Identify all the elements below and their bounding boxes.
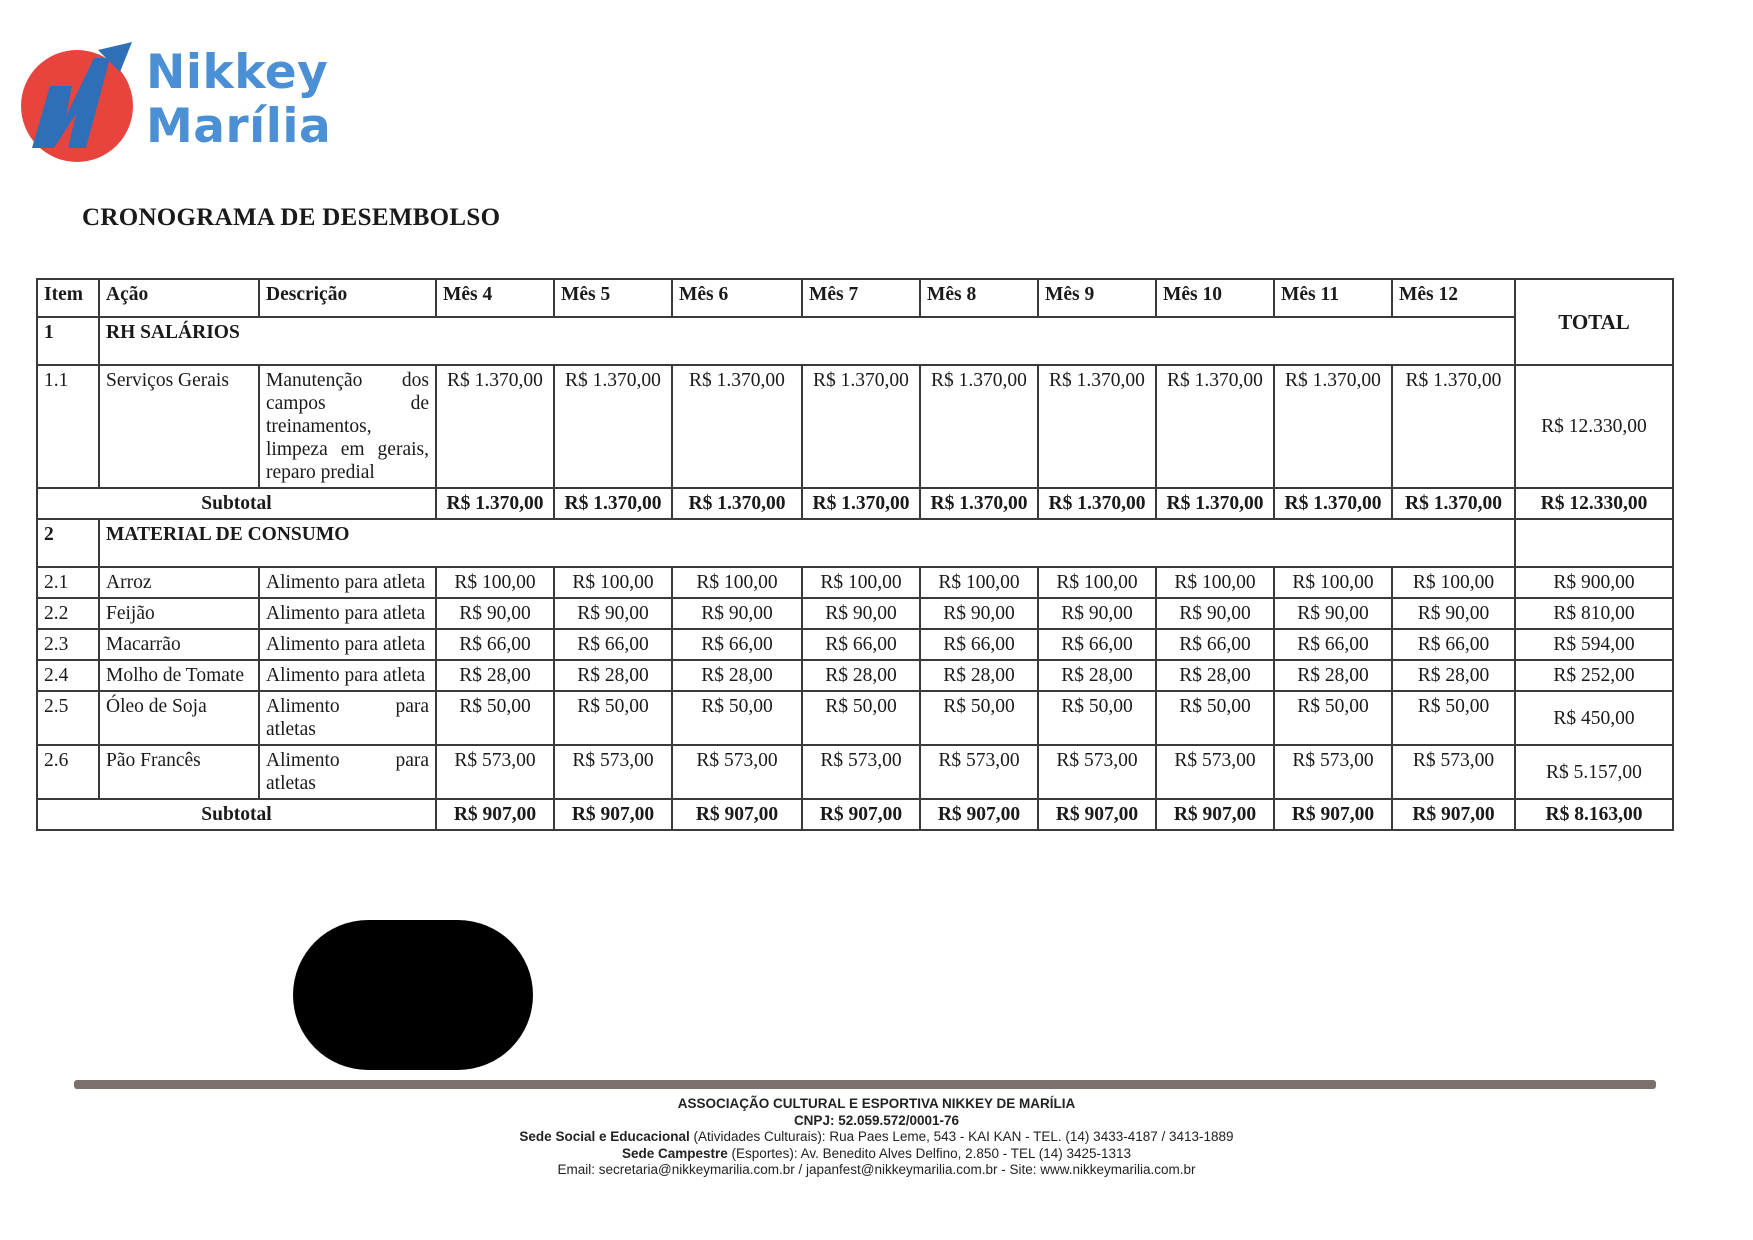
header-mes-8: Mês 8 (920, 279, 1038, 317)
row-item: 2.2 (37, 598, 99, 629)
disbursement-schedule-table (36, 278, 1674, 831)
section-total-blank (1515, 519, 1673, 567)
row-month-value: R$ 90,00 (1274, 598, 1392, 629)
row-month-value: R$ 90,00 (1392, 598, 1515, 629)
subtotal-month-value: R$ 907,00 (436, 799, 554, 830)
row-month-value: R$ 50,00 (1156, 691, 1274, 745)
subtotal-row (37, 799, 1673, 830)
row-month-value: R$ 28,00 (802, 660, 920, 691)
table-row (37, 598, 1673, 629)
row-month-value: R$ 100,00 (1392, 567, 1515, 598)
row-item: 1.1 (37, 365, 99, 488)
row-month-value: R$ 66,00 (1156, 629, 1274, 660)
row-month-value: R$ 90,00 (802, 598, 920, 629)
header-mes-12: Mês 12 (1392, 279, 1515, 317)
table-row (37, 660, 1673, 691)
section-title: MATERIAL DE CONSUMO (99, 519, 1515, 567)
subtotal-month-value: R$ 907,00 (1038, 799, 1156, 830)
row-month-value: R$ 50,00 (554, 691, 672, 745)
subtotal-month-value: R$ 1.370,00 (1156, 488, 1274, 519)
row-month-value: R$ 90,00 (920, 598, 1038, 629)
section-item: 1 (37, 317, 99, 365)
subtotal-month-value: R$ 1.370,00 (1274, 488, 1392, 519)
subtotal-month-value: R$ 907,00 (672, 799, 802, 830)
row-month-value: R$ 1.370,00 (1156, 365, 1274, 488)
table-row (37, 567, 1673, 598)
row-month-value: R$ 50,00 (802, 691, 920, 745)
row-descricao: Alimento para atleta (259, 629, 436, 660)
row-month-value: R$ 28,00 (1392, 660, 1515, 691)
header-mes-6: Mês 6 (672, 279, 802, 317)
subtotal-month-value: R$ 907,00 (920, 799, 1038, 830)
row-total: R$ 252,00 (1515, 660, 1673, 691)
subtotal-month-value: R$ 907,00 (802, 799, 920, 830)
header-acao: Ação (99, 279, 259, 317)
row-month-value: R$ 1.370,00 (1392, 365, 1515, 488)
row-descricao: Manutenção dos campos de treinamentos, limpeza em gerais, reparo predial (259, 365, 436, 488)
section-item: 2 (37, 519, 99, 567)
document-title: CRONOGRAMA DE DESEMBOLSO (82, 204, 501, 231)
row-descricao: Alimento para atleta (259, 598, 436, 629)
row-item: 2.3 (37, 629, 99, 660)
row-month-value: R$ 66,00 (802, 629, 920, 660)
footer-divider (74, 1080, 1656, 1089)
row-month-value: R$ 66,00 (1274, 629, 1392, 660)
row-acao: Arroz (99, 567, 259, 598)
subtotal-total: R$ 8.163,00 (1515, 799, 1673, 830)
subtotal-month-value: R$ 907,00 (1274, 799, 1392, 830)
table-header-row (37, 279, 1673, 317)
row-month-value: R$ 50,00 (920, 691, 1038, 745)
row-item: 2.4 (37, 660, 99, 691)
row-month-value: R$ 90,00 (1038, 598, 1156, 629)
row-month-value: R$ 1.370,00 (920, 365, 1038, 488)
footer-cnpj: CNPJ: 52.059.572/0001-76 (793, 1112, 960, 1128)
row-descricao: Alimento para atleta (259, 660, 436, 691)
row-total: R$ 810,00 (1515, 598, 1673, 629)
row-acao: Macarrão (99, 629, 259, 660)
row-descricao: Alimento para atleta (259, 567, 436, 598)
header-mes-11: Mês 11 (1274, 279, 1392, 317)
row-month-value: R$ 50,00 (1392, 691, 1515, 745)
footer-sede-campestre-text: (Esportes): Av. Benedito Alves Delfino, 2.850 - TEL (14) 3425-1313 (731, 1145, 1132, 1161)
logo-wordmark (146, 46, 331, 154)
row-month-value: R$ 90,00 (554, 598, 672, 629)
row-month-value: R$ 90,00 (436, 598, 554, 629)
row-month-value: R$ 66,00 (1038, 629, 1156, 660)
redaction-mark (293, 920, 533, 1070)
footer-sede-campestre-label: Sede Campestre (621, 1145, 728, 1161)
row-month-value: R$ 1.370,00 (1038, 365, 1156, 488)
row-month-value: R$ 50,00 (436, 691, 554, 745)
footer (0, 1096, 1753, 1179)
row-month-value: R$ 100,00 (1274, 567, 1392, 598)
subtotal-month-value: R$ 1.370,00 (554, 488, 672, 519)
row-month-value: R$ 66,00 (554, 629, 672, 660)
row-acao: Molho de Tomate (99, 660, 259, 691)
row-month-value: R$ 1.370,00 (1274, 365, 1392, 488)
row-month-value: R$ 100,00 (802, 567, 920, 598)
header-descricao: Descrição (259, 279, 436, 317)
table-row (37, 691, 1673, 745)
header-mes-10: Mês 10 (1156, 279, 1274, 317)
header-mes-9: Mês 9 (1038, 279, 1156, 317)
subtotal-month-value: R$ 907,00 (1392, 799, 1515, 830)
row-month-value: R$ 573,00 (802, 745, 920, 799)
subtotal-month-value: R$ 1.370,00 (802, 488, 920, 519)
row-month-value: R$ 100,00 (436, 567, 554, 598)
subtotal-label: Subtotal (37, 799, 436, 830)
footer-sede-social-label: Sede Social e Educacional (519, 1129, 690, 1144)
header-mes-5: Mês 5 (554, 279, 672, 317)
section-title: RH SALÁRIOS (99, 317, 1515, 365)
subtotal-label: Subtotal (37, 488, 436, 519)
row-month-value: R$ 573,00 (1156, 745, 1274, 799)
footer-sede-social-text: (Atividades Culturais): Rua Paes Leme, 543 - KAI KAN - TEL. (14) 3433-4187 / 3413-1889 (693, 1129, 1234, 1144)
section-row (37, 519, 1673, 567)
row-item: 2.6 (37, 745, 99, 799)
row-month-value: R$ 573,00 (436, 745, 554, 799)
footer-sede-campestre (0, 1146, 1753, 1163)
table-row (37, 629, 1673, 660)
row-acao: Pão Francês (99, 745, 259, 799)
row-month-value: R$ 66,00 (672, 629, 802, 660)
row-month-value: R$ 573,00 (672, 745, 802, 799)
subtotal-month-value: R$ 907,00 (554, 799, 672, 830)
footer-sede-social (0, 1129, 1753, 1146)
row-month-value: R$ 50,00 (1038, 691, 1156, 745)
row-total: R$ 450,00 (1515, 691, 1673, 745)
logo (14, 38, 332, 168)
row-item: 2.1 (37, 567, 99, 598)
subtotal-month-value: R$ 1.370,00 (672, 488, 802, 519)
table-body (37, 279, 1673, 830)
header-mes-7: Mês 7 (802, 279, 920, 317)
row-acao: Feijão (99, 598, 259, 629)
row-month-value: R$ 573,00 (1038, 745, 1156, 799)
logo-line-1: Nikkey (146, 45, 329, 100)
logo-line-2: Marília (146, 99, 332, 154)
row-month-value: R$ 100,00 (920, 567, 1038, 598)
table-row (37, 745, 1673, 799)
row-month-value: R$ 28,00 (1156, 660, 1274, 691)
header-mes-4: Mês 4 (436, 279, 554, 317)
row-total: R$ 12.330,00 (1515, 365, 1673, 488)
row-month-value: R$ 100,00 (554, 567, 672, 598)
row-month-value: R$ 100,00 (672, 567, 802, 598)
header-item: Item (37, 279, 99, 317)
row-month-value: R$ 28,00 (920, 660, 1038, 691)
footer-org-name: ASSOCIAÇÃO CULTURAL E ESPORTIVA NIKKEY DE MARÍLIA (677, 1096, 1076, 1111)
header-total: TOTAL (1515, 279, 1673, 365)
row-total: R$ 900,00 (1515, 567, 1673, 598)
row-month-value: R$ 90,00 (1156, 598, 1274, 629)
row-item: 2.5 (37, 691, 99, 745)
subtotal-month-value: R$ 1.370,00 (436, 488, 554, 519)
row-acao: Óleo de Soja (99, 691, 259, 745)
row-month-value: R$ 50,00 (672, 691, 802, 745)
subtotal-month-value: R$ 907,00 (1156, 799, 1274, 830)
row-month-value: R$ 573,00 (554, 745, 672, 799)
row-month-value: R$ 28,00 (554, 660, 672, 691)
row-descricao: Alimento para atletas (259, 691, 436, 745)
row-descricao: Alimento para atletas (259, 745, 436, 799)
row-month-value: R$ 1.370,00 (802, 365, 920, 488)
nikkey-logo-icon (14, 38, 140, 164)
row-month-value: R$ 100,00 (1038, 567, 1156, 598)
row-month-value: R$ 573,00 (1392, 745, 1515, 799)
row-total: R$ 5.157,00 (1515, 745, 1673, 799)
subtotal-month-value: R$ 1.370,00 (1038, 488, 1156, 519)
row-acao: Serviços Gerais (99, 365, 259, 488)
row-total: R$ 594,00 (1515, 629, 1673, 660)
row-month-value: R$ 28,00 (1038, 660, 1156, 691)
row-month-value: R$ 28,00 (1274, 660, 1392, 691)
row-month-value: R$ 66,00 (436, 629, 554, 660)
table-row (37, 365, 1673, 488)
row-month-value: R$ 573,00 (1274, 745, 1392, 799)
section-row (37, 317, 1673, 365)
row-month-value: R$ 66,00 (1392, 629, 1515, 660)
subtotal-total: R$ 12.330,00 (1515, 488, 1673, 519)
row-month-value: R$ 100,00 (1156, 567, 1274, 598)
row-month-value: R$ 1.370,00 (436, 365, 554, 488)
row-month-value: R$ 1.370,00 (554, 365, 672, 488)
subtotal-month-value: R$ 1.370,00 (920, 488, 1038, 519)
row-month-value: R$ 90,00 (672, 598, 802, 629)
subtotal-row (37, 488, 1673, 519)
row-month-value: R$ 66,00 (920, 629, 1038, 660)
row-month-value: R$ 1.370,00 (672, 365, 802, 488)
row-month-value: R$ 28,00 (436, 660, 554, 691)
row-month-value: R$ 28,00 (672, 660, 802, 691)
subtotal-month-value: R$ 1.370,00 (1392, 488, 1515, 519)
row-month-value: R$ 573,00 (920, 745, 1038, 799)
row-month-value: R$ 50,00 (1274, 691, 1392, 745)
footer-contact: Email: secretaria@nikkeymarilia.com.br / japanfest@nikkeymarilia.com.br - Site: www.nikkeymarilia.com.br (557, 1162, 1196, 1177)
